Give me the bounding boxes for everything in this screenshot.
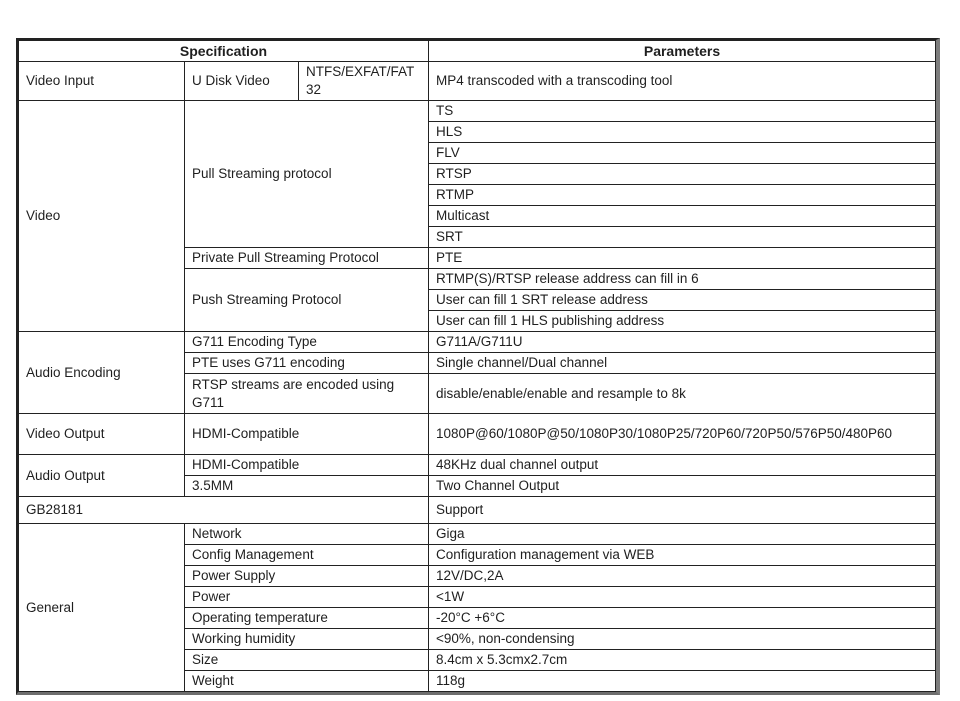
- param-cell: RTSP: [429, 164, 936, 185]
- spec-table: [18, 40, 936, 692]
- param-cell: <1W: [429, 587, 936, 608]
- param-cell: MP4 transcoded with a transcoding tool: [429, 62, 936, 101]
- param-cell: Support: [429, 497, 936, 524]
- spec-label-cell: Push Streaming Protocol: [185, 269, 429, 332]
- category-cell-general: General: [19, 524, 185, 692]
- param-cell: RTMP: [429, 185, 936, 206]
- spec-label-cell: HDMI-Compatible: [185, 455, 429, 476]
- table-row: [19, 524, 936, 545]
- param-cell: RTMP(S)/RTSP release address can fill in 6: [429, 269, 936, 290]
- param-cell: 1080P@60/1080P@50/1080P30/1080P25/720P60/720P50/576P50/480P60: [429, 414, 936, 455]
- spec-label-cell: Operating temperature: [185, 608, 429, 629]
- spec-label-cell: Network: [185, 524, 429, 545]
- table-row: [19, 497, 936, 524]
- spec-label-cell: Power: [185, 587, 429, 608]
- param-cell: 8.4cm x 5.3cmx2.7cm: [429, 650, 936, 671]
- param-cell: G711A/G711U: [429, 332, 936, 353]
- param-cell: disable/enable/enable and resample to 8k: [429, 374, 936, 414]
- param-cell: Configuration management via WEB: [429, 545, 936, 566]
- param-cell: SRT: [429, 227, 936, 248]
- spec-label-cell: Size: [185, 650, 429, 671]
- spec-label-cell: 3.5MM: [185, 476, 429, 497]
- spec-label-cell: Working humidity: [185, 629, 429, 650]
- spec-label-cell: Power Supply: [185, 566, 429, 587]
- param-cell: 48KHz dual channel output: [429, 455, 936, 476]
- spec-label-cell: G711 Encoding Type: [185, 332, 429, 353]
- spec-label-cell: Pull Streaming protocol: [185, 101, 429, 248]
- table-row: [19, 455, 936, 476]
- header-specification: Specification: [19, 41, 429, 62]
- spec-label-cell: HDMI-Compatible: [185, 414, 429, 455]
- spec-table-container: [16, 38, 940, 695]
- spec-sublabel-cell: NTFS/EXFAT/FAT32: [299, 62, 429, 101]
- table-row: [19, 101, 936, 122]
- category-cell-video: Video: [19, 101, 185, 332]
- table-row: [19, 62, 936, 101]
- spec-label-cell: Weight: [185, 671, 429, 692]
- category-cell-audio-output: Audio Output: [19, 455, 185, 497]
- param-cell: 118g: [429, 671, 936, 692]
- table-row: [19, 414, 936, 455]
- spec-label-cell: PTE uses G711 encoding: [185, 353, 429, 374]
- spec-label-cell: U Disk Video: [185, 62, 299, 101]
- category-cell-video-output: Video Output: [19, 414, 185, 455]
- param-cell: PTE: [429, 248, 936, 269]
- spec-label-cell: RTSP streams are encoded using G711: [185, 374, 429, 414]
- param-cell: Giga: [429, 524, 936, 545]
- table-row: [19, 332, 936, 353]
- param-cell: User can fill 1 HLS publishing address: [429, 311, 936, 332]
- param-cell: Single channel/Dual channel: [429, 353, 936, 374]
- spec-label-cell: Config Management: [185, 545, 429, 566]
- param-cell: Two Channel Output: [429, 476, 936, 497]
- param-cell: Multicast: [429, 206, 936, 227]
- param-cell: <90%, non-condensing: [429, 629, 936, 650]
- category-cell-audio-encoding: Audio Encoding: [19, 332, 185, 414]
- param-cell: User can fill 1 SRT release address: [429, 290, 936, 311]
- header-parameters: Parameters: [429, 41, 936, 62]
- spec-label-cell: Private Pull Streaming Protocol: [185, 248, 429, 269]
- category-cell-gb28181: GB28181: [19, 497, 429, 524]
- param-cell: TS: [429, 101, 936, 122]
- param-cell: FLV: [429, 143, 936, 164]
- header-row: [19, 41, 936, 62]
- category-cell-video-input: Video Input: [19, 62, 185, 101]
- param-cell: 12V/DC,2A: [429, 566, 936, 587]
- param-cell: HLS: [429, 122, 936, 143]
- param-cell: -20°C +6°C: [429, 608, 936, 629]
